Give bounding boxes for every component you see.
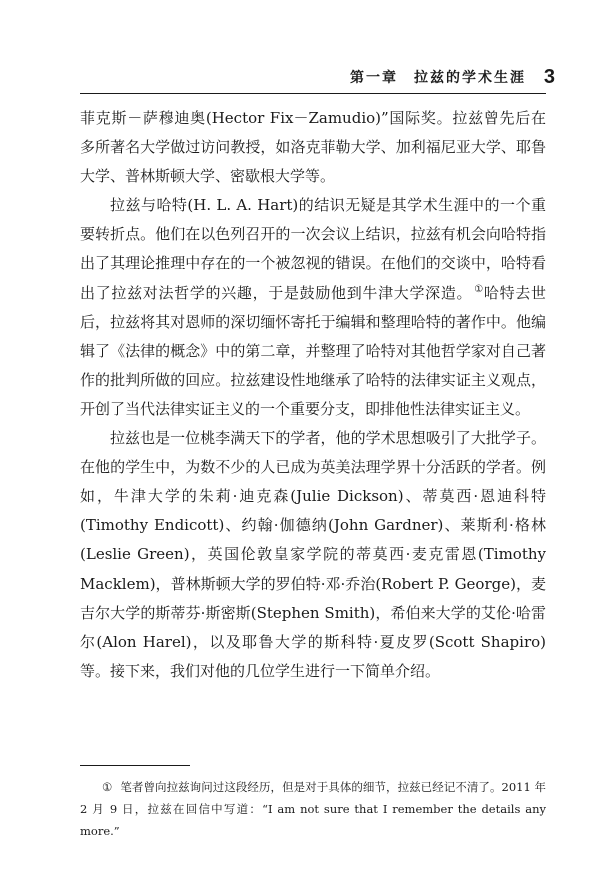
paragraph-3: 拉兹也是一位桃李满天下的学者，他的学术思想吸引了大批学子。在他的学生中，为数不少的人已成为英美法理学界十分活跃的学者。例如，牛津大学的朱莉·迪克森(Julie Dickson)、蒂莫西·恩迪科特(Timothy Endicott)、约翰·伽德纳(John Gardner)、莱斯利·格林(Leslie Green)，英国伦敦皇家学院的蒂莫西·麦克雷恩(Timothy Macklem)，普林斯顿大学的罗伯特·邓·乔治(Robert P. George)，麦吉尔大学的斯蒂芬·斯密斯(Stephen Smith)，希伯来大学的艾伦·哈雷尔(Alon Harel)，以及耶鲁大学的斯科特·夏皮罗(Scott Shapiro)等。接下来，我们对他的几位学生进行一下简单介绍。: [80, 429, 546, 680]
footnote-rule: [80, 765, 190, 766]
chapter-title: 第一章 拉兹的学术生涯: [350, 70, 526, 86]
paragraph-2-part-2: 哈特去世后，拉兹将其对恩师的深切缅怀寄托于编辑和整理哈特的著作中。他编辑了《法律的概念》中的第二章，并整理了哈特对其他哲学家对自己著作的批判所做的回应。拉兹建设性地继承了哈特的法律实证主义观点，开创了当代法律实证主义的一个重要分支，即排他性法律实证主义。: [80, 283, 546, 418]
paragraph-2-part-1: 拉兹与哈特(H. L. A. Hart)的结识无疑是其学术生涯中的一个重要转折点。他们在以色列召开的一次会议上结识，拉兹有机会向哈特指出了其理论推理中存在的一个被忽视的错误。在他们的交谈中，哈特看出了拉兹对法哲学的兴趣，于是鼓励他到牛津大学深造。: [80, 196, 546, 302]
footnote-mark: ①: [102, 780, 113, 794]
footnote-text: 笔者曾向拉兹询问过这段经历，但是对于具体的细节，拉兹已经记不清了。2011 年 2 月 9 日，拉兹在回信中写道：“I am not sure that I remember the details any more.”: [80, 780, 547, 838]
header-rule: [80, 93, 546, 94]
paragraph-2: [80, 191, 546, 424]
page-number: 3: [543, 66, 555, 88]
footnote: [80, 776, 546, 842]
body-text: [80, 104, 546, 686]
footnote-reference: ①: [474, 283, 484, 295]
running-header: [0, 68, 608, 98]
paragraph-1: 菲克斯－萨穆迪奥(Hector Fix－Zamudio)”国际奖。拉兹曾先后在多所著名大学做过访问教授，如洛克菲勒大学、加利福尼亚大学、耶鲁大学、普林斯顿大学、密歇根大学等。: [80, 109, 546, 186]
